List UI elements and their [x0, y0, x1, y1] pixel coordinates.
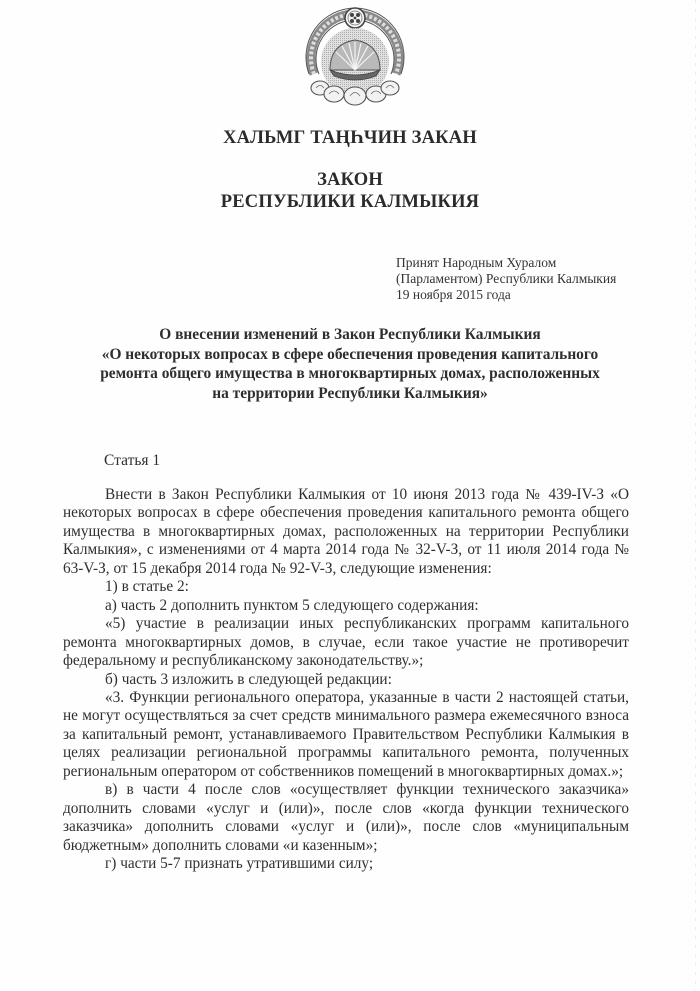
adoption-date: 19 ноября 2015 года — [396, 287, 511, 302]
paragraph: а) часть 2 дополнить пунктом 5 следующего содержания: — [105, 596, 479, 614]
paragraph: б) часть 3 изложить в следующей редакции: — [105, 670, 392, 688]
article-heading: Статья 1 — [104, 452, 161, 469]
paragraph: Внести в Закон Республики Калмыкия от 10 июня 2013 года № 439-IV-З «О некоторых вопросах в сфере обеспечения проведения капитального ремонта общего имущества в многоквартирных домах, расположенных на территории Республики Калмыкия», с изменениями от 4 марта 2014 года № 32-V-З, от 11 июля 2014 года № 63-V-З, от 15 декабря 2014 года № 92-V-З, следующие изменения: — [63, 486, 629, 577]
law-label: ЗАКОН — [317, 170, 383, 190]
paragraph: г) части 5-7 признать утратившими силу; — [105, 855, 374, 873]
law-title-line: «О некоторых вопросах в сфере обеспечения проведения капитального — [101, 345, 599, 363]
paragraph: «5) участие в реализации иных республиканских программ капитального ремонта многоквартирных домов, в случае, если такое участие не противоречит федеральному и республиканскому законодательству.»; — [63, 615, 629, 670]
paragraph: в) в части 4 после слов «осуществляет функции технического заказчика» дополнить словами «услуг и (или)», после слов «когда функции технического заказчика» дополнить словами «услуг и (или)», после слов «муниципальным бюджетным» дополнить словами «и казенным»; — [63, 781, 629, 854]
republic-name: РЕСПУБЛИКИ КАЛМЫКИЯ — [220, 192, 480, 212]
law-title-line: ремонта общего имущества в многоквартирных домах, расположенных — [100, 365, 600, 382]
paragraph: «3. Функции регионального оператора, указанные в части 2 настоящей статьи, не могут осуществляться за счет средств минимального размера ежемесячного взноса за капитальный ремонт, устанавливаемого Правительством Республики Калмыкия в целях реализации региональной программы капитального ремонта, полученных региональным оператором от собственников помещений в многоквартирных домах.»; — [63, 688, 629, 780]
article-body — [63, 486, 629, 874]
law-title — [50, 325, 650, 403]
law-title-line: О внесении изменений в Закон Республики Калмыкия — [159, 326, 541, 343]
law-title-line: на территории Республики Калмыкия» — [212, 384, 488, 402]
kalmyk-law-title: ХАЛЬМГ ТАҢҺЧИН ЗАКАН — [223, 128, 477, 148]
coat-of-arms-of-kalmykia-icon — [300, 4, 410, 108]
adoption-line: (Парламентом) Республики Калмыкия — [396, 271, 617, 286]
adoption-note — [396, 255, 616, 303]
paragraph: 1) в статье 2: — [105, 578, 189, 596]
adoption-line: Принят Народным Хуралом — [396, 255, 557, 270]
